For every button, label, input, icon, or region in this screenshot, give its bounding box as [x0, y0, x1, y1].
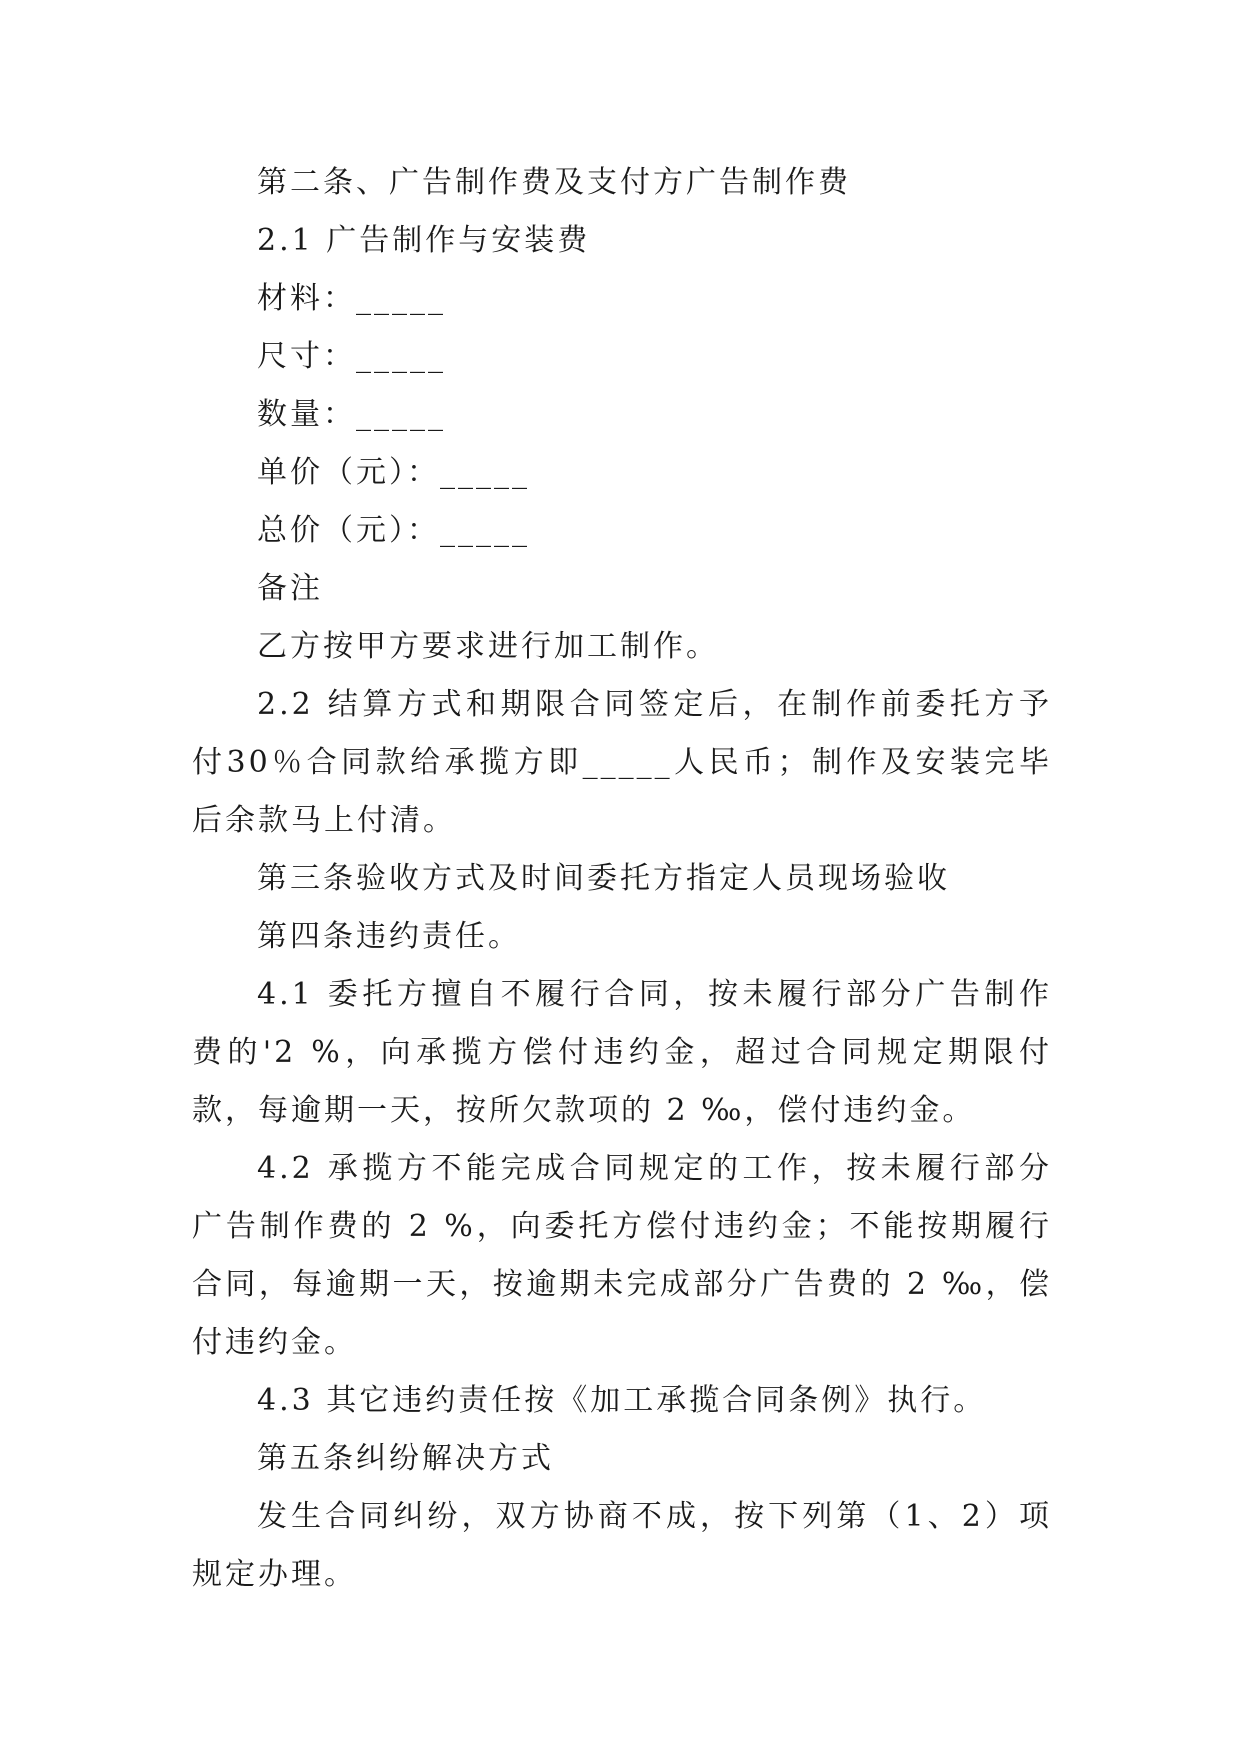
remarks-label: 备注: [257, 571, 323, 606]
dispute-resolution-text: 发生合同纠纷，双方协商不成，按下列第（1、2）项规定办理。: [192, 1499, 1052, 1592]
production-note: 乙方按甲方要求进行加工制作。: [257, 629, 719, 664]
article-4-heading: 第四条违约责任。: [257, 919, 521, 954]
quantity-field: 数量：_____: [257, 397, 446, 432]
article-2-heading: 第二条、广告制作费及支付方广告制作费: [257, 165, 851, 200]
document-body: [192, 154, 1052, 1604]
total-price-field: 总价（元）：_____: [257, 513, 530, 548]
article-3-acceptance: 第三条验收方式及时间委托方指定人员现场验收: [257, 861, 950, 896]
size-field: 尺寸：_____: [257, 339, 446, 374]
material-field: 材料：_____: [257, 281, 446, 316]
article-5-heading: 第五条纠纷解决方式: [257, 1441, 554, 1476]
unit-price-field: 单价（元）：_____: [257, 455, 530, 490]
clause-2-2-settlement: 2.2 结算方式和期限合同签定后，在制作前委托方予付30％合同款给承揽方即_____人民币；制作及安装完毕后余款马上付清。: [192, 687, 1052, 838]
clause-4-2: 4.2 承揽方不能完成合同规定的工作，按未履行部分广告制作费的 2 %，向委托方偿付违约金；不能按期履行合同，每逾期一天，按逾期未完成部分广告费的 2 ‰，偿付违约金。: [192, 1151, 1052, 1360]
clause-4-3: 4.3 其它违约责任按《加工承揽合同条例》执行。: [257, 1383, 987, 1418]
clause-4-1: 4.1 委托方擅自不履行合同，按未履行部分广告制作费的'2 %，向承揽方偿付违约金，超过合同规定期限付款，每逾期一天，按所欠款项的 2 ‰，偿付违约金。: [192, 977, 1052, 1128]
clause-2-1-heading: 2.1 广告制作与安装费: [257, 223, 591, 258]
